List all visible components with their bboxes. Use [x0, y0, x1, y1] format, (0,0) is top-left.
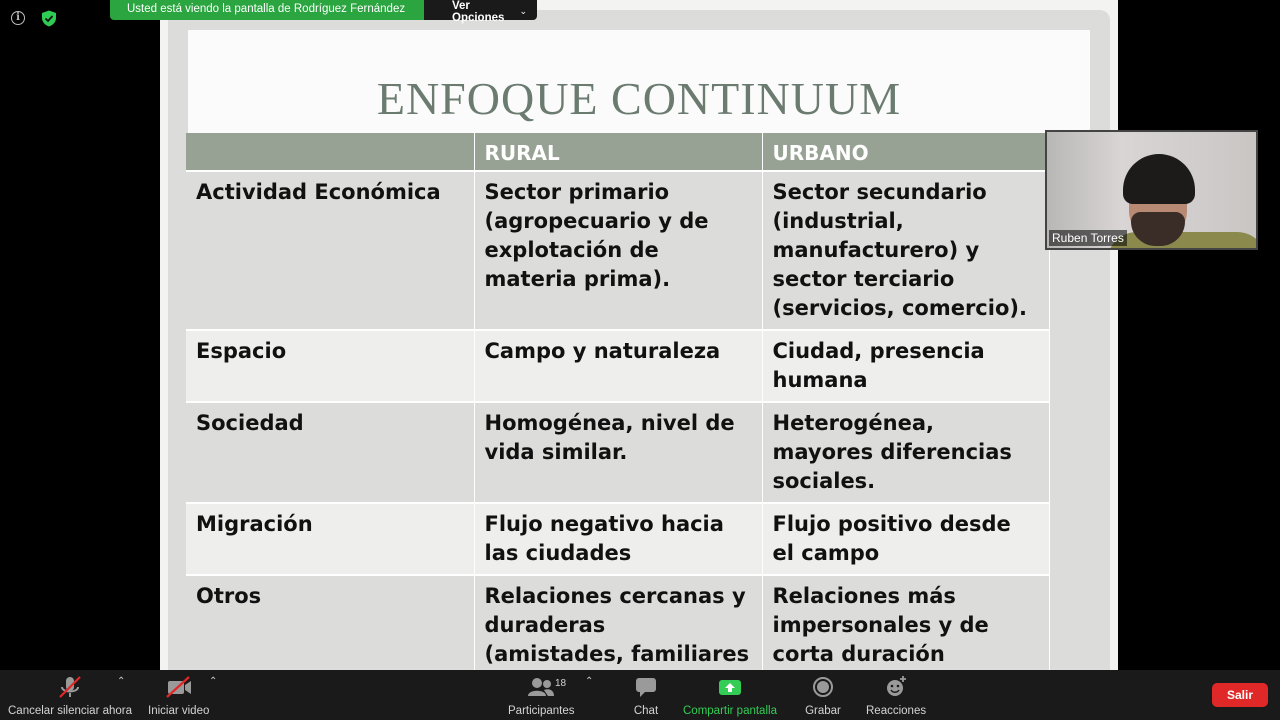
- participants-count: 18: [555, 678, 567, 689]
- share-screen-icon: [710, 675, 750, 701]
- table-cell: Relaciones más impersonales y de corta duración: [762, 575, 1049, 670]
- record-icon: [803, 675, 843, 701]
- share-banner: [110, 0, 537, 24]
- unmute-button[interactable]: [8, 670, 132, 720]
- table-row: [186, 171, 1049, 330]
- participants-label: Participantes: [508, 705, 575, 717]
- leave-button[interactable]: Salir: [1212, 683, 1268, 707]
- table-cell: Sector secundario (industrial, manufacturero) y sector terciario (servicios, comercio).: [762, 171, 1049, 330]
- table-row: [186, 503, 1049, 575]
- chevron-down-icon: ⌄: [519, 5, 527, 16]
- table-header-cell: URBANO: [762, 133, 1049, 171]
- video-off-icon: [159, 675, 199, 701]
- table-cell: Ciudad, presencia humana: [762, 330, 1049, 402]
- table-cell: Flujo negativo hacia las ciudades: [474, 503, 762, 575]
- table-cell: Espacio: [186, 330, 474, 402]
- unmute-label: Cancelar silenciar ahora: [8, 705, 133, 717]
- table-cell: Otros: [186, 575, 474, 670]
- reactions-label: Reacciones: [866, 705, 927, 717]
- share-screen-button[interactable]: [683, 670, 777, 720]
- video-options-caret-icon[interactable]: ⌃: [209, 676, 218, 687]
- shield-icon[interactable]: [41, 10, 57, 27]
- reactions-icon: [876, 675, 916, 701]
- table-row: [186, 575, 1049, 670]
- meeting-toolbar: [0, 670, 1280, 720]
- shared-slide: [160, 0, 1118, 670]
- table-header-cell: RURAL: [474, 133, 762, 171]
- view-options-label: Ver Opciones: [452, 0, 505, 24]
- table-cell: Migración: [186, 503, 474, 575]
- participant-video-tile[interactable]: [1045, 130, 1258, 250]
- continuum-table: [186, 133, 1050, 670]
- microphone-muted-icon: [50, 675, 90, 701]
- start-video-label: Iniciar video: [148, 705, 210, 717]
- table-header-row: [186, 133, 1049, 171]
- share-banner-text: Usted está viendo la pantalla de Rodríguez Fernández: [110, 0, 424, 20]
- table-cell: Flujo positivo desde el campo: [762, 503, 1049, 575]
- table-cell: Sociedad: [186, 402, 474, 503]
- table-cell: Heterogénea, mayores diferencias sociales.: [762, 402, 1049, 503]
- chat-button[interactable]: [626, 670, 666, 720]
- chat-icon: [626, 675, 666, 701]
- record-label: Grabar: [805, 705, 841, 717]
- table-row: [186, 330, 1049, 402]
- share-screen-label: Compartir pantalla: [683, 705, 777, 717]
- participant-video-figure: [1107, 232, 1258, 250]
- record-button[interactable]: [803, 670, 843, 720]
- chat-label: Chat: [633, 705, 659, 717]
- participants-caret-icon[interactable]: ⌃: [585, 676, 594, 687]
- table-cell: Homogénea, nivel de vida similar.: [474, 402, 762, 503]
- reactions-button[interactable]: [866, 670, 926, 720]
- table-cell: Campo y naturaleza: [474, 330, 762, 402]
- table-header-cell: [186, 133, 474, 171]
- participant-name-label: Ruben Torres: [1049, 230, 1127, 246]
- start-video-button[interactable]: [148, 670, 209, 720]
- view-options-button[interactable]: [424, 0, 537, 24]
- slide-title: ENFOQUE CONTINUUM: [376, 73, 902, 124]
- table-cell: Actividad Económica: [186, 171, 474, 330]
- table-cell: Relaciones cercanas y duraderas (amistades, familiares: [474, 575, 762, 670]
- table-cell: Sector primario (agropecuario y de explotación de materia prima).: [474, 171, 762, 330]
- table-row: [186, 402, 1049, 503]
- audio-options-caret-icon[interactable]: ⌃: [117, 676, 126, 687]
- info-icon[interactable]: i: [11, 11, 25, 25]
